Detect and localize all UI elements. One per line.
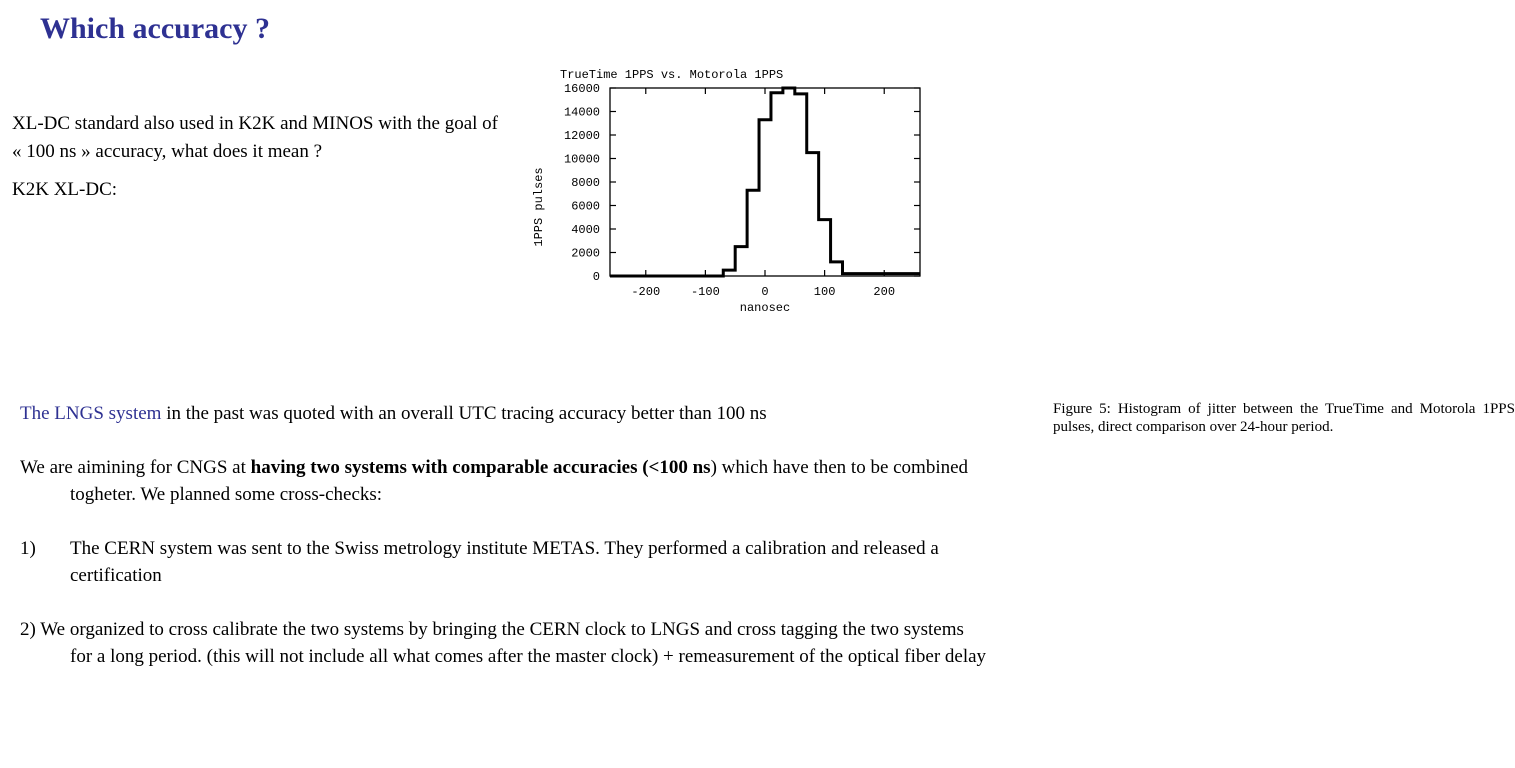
jitter-histogram-chart bbox=[525, 62, 995, 332]
y-tick-label: 10000 bbox=[563, 152, 600, 167]
cngs-paragraph bbox=[20, 454, 990, 508]
lngs-system-link[interactable]: The LNGS system bbox=[20, 403, 162, 424]
intro-text: XL-DC standard also used in K2K and MINOS with the goal of « 100 ns » accuracy, what does it mean ? bbox=[12, 113, 499, 162]
list-item-1-number: 1) bbox=[20, 538, 36, 559]
cngs-bold-text: having two systems with comparable accuracies (<100 ns bbox=[250, 457, 711, 478]
list-item-1 bbox=[20, 535, 990, 589]
histogram-figure bbox=[525, 62, 1515, 435]
cngs-prefix: We are aimining for CNGS at bbox=[20, 457, 251, 478]
histogram-steps bbox=[610, 88, 920, 276]
slide-body bbox=[20, 400, 990, 697]
x-tick-label: -200 bbox=[631, 285, 661, 299]
list-item-1-text: The CERN system was sent to the Swiss metrology institute METAS. They performed a calibration and released a certification bbox=[70, 538, 939, 586]
chart-x-axis-label: nanosec bbox=[739, 301, 791, 315]
x-tick-label: 0 bbox=[761, 285, 769, 299]
list-item-2 bbox=[20, 616, 990, 670]
y-tick-label: 4000 bbox=[571, 223, 600, 237]
k2k-label: K2K XL-DC: bbox=[12, 179, 118, 200]
y-tick-label: 8000 bbox=[571, 176, 600, 190]
y-tick-label: 12000 bbox=[563, 129, 600, 143]
y-tick-label: 14000 bbox=[563, 105, 600, 120]
cngs-suffix: ) which have then to be combined togheter. We planned some cross-checks: bbox=[70, 457, 969, 505]
plot-frame bbox=[610, 88, 920, 276]
chart-title: TrueTime 1PPS vs. Motorola 1PPS bbox=[560, 68, 784, 82]
chart-y-axis-label: 1PPS pulses bbox=[532, 167, 546, 247]
figure-caption: Figure 5: Histogram of jitter between the TrueTime and Motorola 1PPS pulses, direct comparison over 24-hour period. bbox=[1053, 401, 1515, 435]
lngs-paragraph-text: in the past was quoted with an overall UTC tracing accuracy better than 100 ns bbox=[161, 403, 767, 424]
x-tick-label: -100 bbox=[690, 285, 720, 299]
y-tick-label: 6000 bbox=[571, 199, 600, 214]
list-item-2-text: 2) We organized to cross calibrate the two systems by bringing the CERN clock to LNGS and cross tagging the two systems for a long period. (this will not include all what comes after the master clock) + remeasurement of the optical fiber delay bbox=[20, 619, 987, 667]
x-tick-label: 100 bbox=[813, 285, 836, 299]
y-tick-label: 16000 bbox=[563, 82, 600, 96]
x-tick-label: 200 bbox=[873, 285, 896, 299]
slide-title: Which accuracy ? bbox=[40, 12, 270, 45]
intro-block bbox=[12, 110, 512, 204]
y-tick-label: 2000 bbox=[571, 246, 600, 261]
y-tick-label: 0 bbox=[592, 270, 600, 284]
lngs-paragraph bbox=[20, 400, 990, 427]
